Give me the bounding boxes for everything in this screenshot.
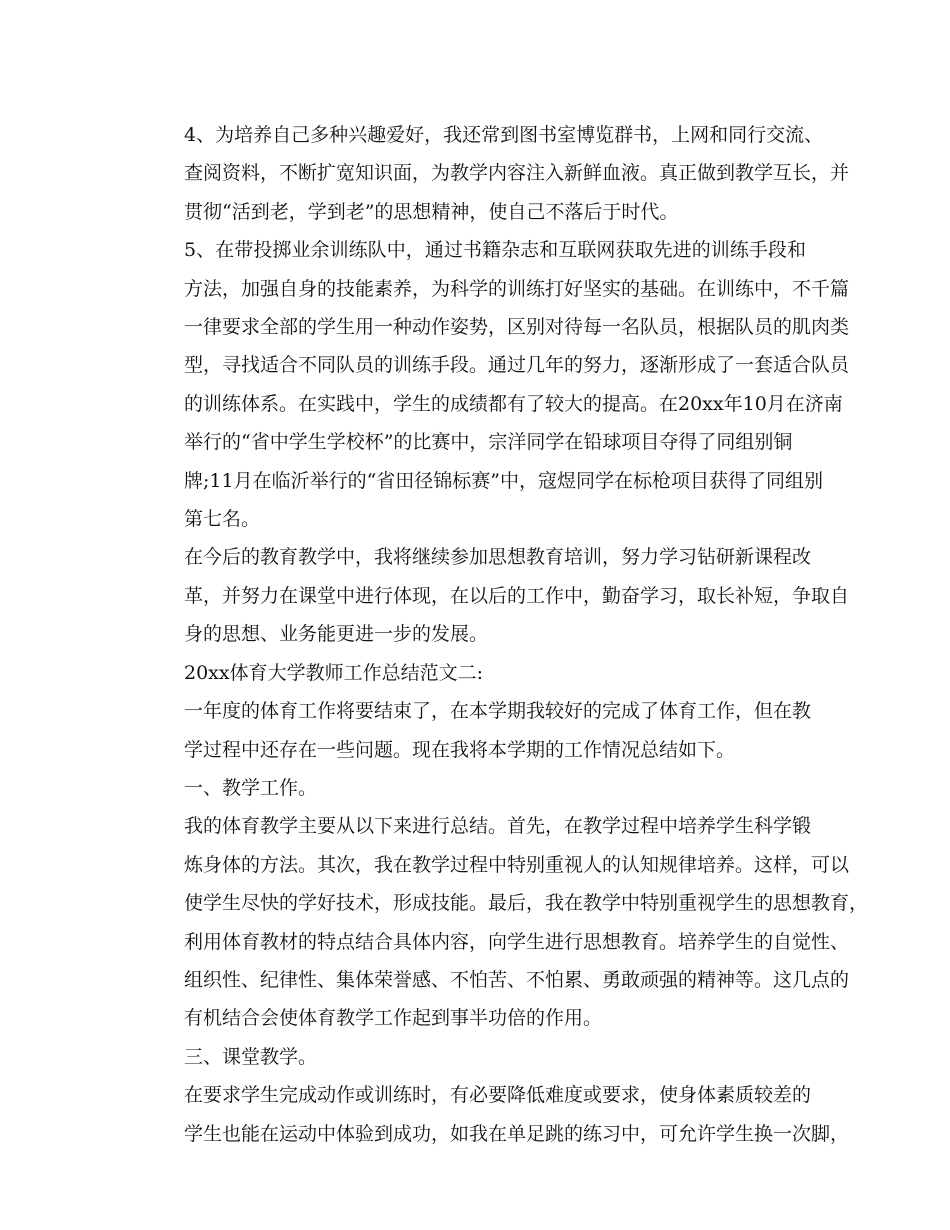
text-line: 学生也能在运动中体验到成功，如我在单足跳的练习中，可允许学生换一次脚， (184, 1122, 850, 1145)
text-line: 身的思想、业务能更进一步的发展。 (184, 623, 489, 646)
document-body (146, 116, 869, 1153)
text-line: 贯彻“活到老，学到老”的思想精神，使自己不落后于时代。 (184, 200, 679, 223)
paragraph-item-5 (146, 231, 850, 538)
text-line: 炼身体的方法。其次，我在教学过程中特别重视人的认知规律培养。这样，可以 (184, 853, 850, 876)
text-line: 组织性、纪律性、集体荣誉感、不怕苦、不怕累、勇敢顽强的精神等。这几点的 (184, 968, 850, 991)
text-line: 型，寻找适合不同队员的训练手段。通过几年的努力，逐渐形成了一套适合队员 (184, 354, 850, 377)
paragraph-item-4 (146, 116, 850, 231)
text-line: 利用体育教材的特点结合具体内容，向学生进行思想教育。培养学生的自觉性、 (184, 930, 850, 953)
text-line: 我的体育教学主要从以下来进行总结。首先，在教学过程中培养学生科学锻 (184, 815, 812, 838)
paragraph-classroom-teaching (146, 1076, 850, 1153)
text-line: 在要求学生完成动作或训练时，有必要降低难度或要求，使身体素质较差的 (184, 1084, 812, 1107)
text-line: 第七名。 (184, 508, 261, 531)
text-line: 一律要求全部的学生用一种动作姿势，区别对待每一名队员，根据队员的肌肉类 (184, 316, 850, 339)
text-line: 一、教学工作。 (184, 776, 318, 799)
text-line: 方法，加强自身的技能素养，为科学的训练打好坚实的基础。在训练中，不千篇 (184, 277, 850, 300)
section-heading-teaching-work (146, 769, 806, 807)
text-line: 5、在带投掷业余训练队中，通过书籍杂志和互联网获取先进的训练手段和 (184, 239, 806, 262)
text-line: 有机结合会使体育教学工作起到事半功倍的作用。 (184, 1007, 603, 1030)
text-line: 20xx体育大学教师工作总结范文二: (184, 661, 484, 684)
text-line: 学过程中还存在一些问题。现在我将本学期的工作情况总结如下。 (184, 738, 736, 761)
section-heading-classroom (146, 1038, 806, 1076)
text-line: 4、为培养自己多种兴趣爱好，我还常到图书室博览群书，上网和同行交流、 (184, 124, 824, 146)
text-line: 一年度的体育工作将要结束了，在本学期我较好的完成了体育工作，但在教 (184, 700, 812, 723)
text-line: 举行的“省中学生学校杯”的比赛中，宗洋同学在铅球项目夺得了同组别铜 (184, 431, 793, 454)
text-line: 三、课堂教学。 (184, 1045, 318, 1068)
paragraph-teaching-summary (146, 807, 869, 1037)
paragraph-future-plans (146, 538, 850, 653)
text-line: 牌;11月在临沂举行的“省田径锦标赛”中，寇煜同学在标枪项目获得了同组别 (184, 469, 824, 492)
text-line: 的训练体系。在实践中，学生的成绩都有了较大的提高。在20xx年10月在济南 (184, 392, 843, 415)
paragraph-intro-two (146, 692, 812, 769)
section-title-sample-two (146, 654, 806, 692)
text-line: 使学生尽快的学好技术，形成技能。最后，我在教学中特别重视学生的思想教育， (184, 892, 869, 915)
text-line: 革，并努力在课堂中进行体现，在以后的工作中，勤奋学习，取长补短，争取自 (184, 584, 850, 607)
text-line: 在今后的教育教学中，我将继续参加思想教育培训，努力学习钻研新课程改 (184, 546, 812, 569)
text-line: 查阅资料，不断扩宽知识面，为教学内容注入新鲜血液。真正做到教学互长，并 (184, 162, 850, 185)
